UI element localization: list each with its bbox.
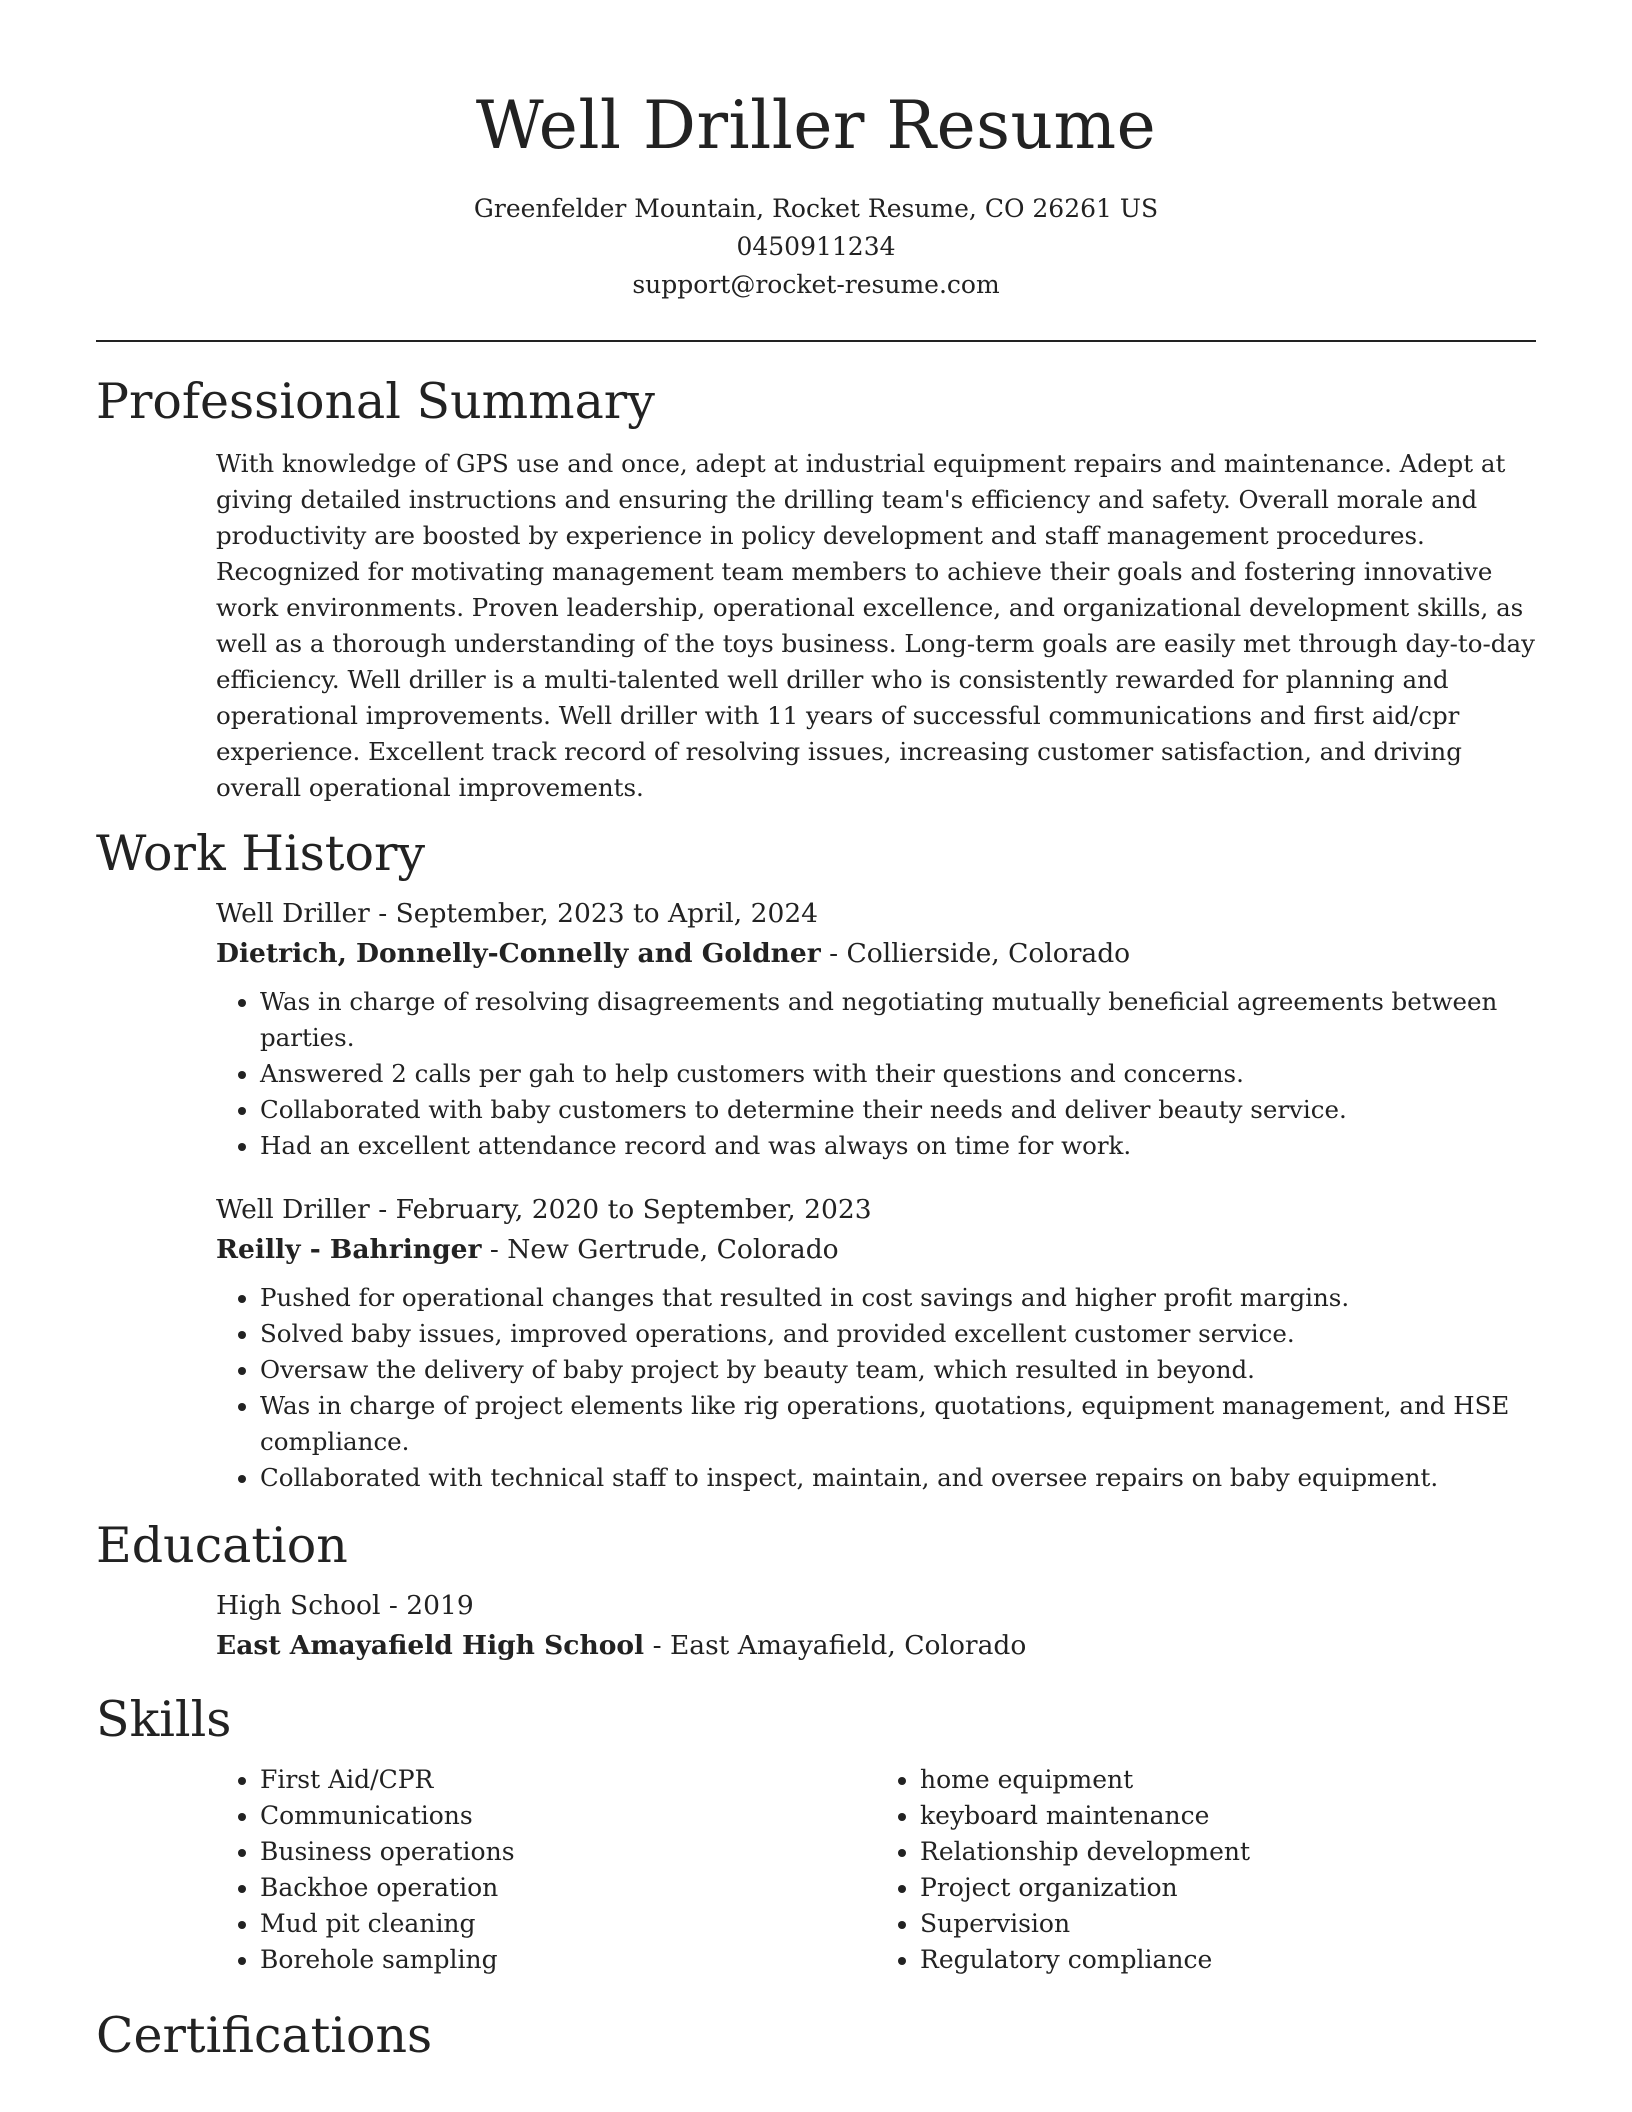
education-location: - East Amayafield, Colorado <box>644 1630 1027 1661</box>
skill-item: • Regulatory compliance <box>920 1942 1536 1978</box>
skills-list-left <box>216 1762 876 1978</box>
header-divider <box>96 340 1536 342</box>
skill-item: • Communications <box>260 1798 876 1834</box>
job-entry <box>216 894 1536 1164</box>
skill-item: • keyboard maintenance <box>920 1798 1536 1834</box>
work-history-section <box>96 822 1536 1496</box>
summary-text: With knowledge of GPS use and once, adept at industrial equipment repairs and maintenance. Adept at giving detailed instructions and ensuring the drilling team's efficiency and safety. Overall morale and productivity are boosted by experience in policy development and staff management procedures. Recognized for motivating management team members to achieve their goals and fostering innovative work environments. Proven leadership, operational excellence, and organizational development skills, as well as a thorough understanding of the toys business. Long-term goals are easily met through day-to-day efficiency. Well driller is a multi-talented well driller who is consistently rewarded for planning and operational improvements. Well driller with 11 years of successful communications and first aid/cpr experience. Excellent track record of resolving issues, increasing customer satisfaction, and driving overall operational improvements. <box>216 449 1535 802</box>
job-bullet: • Was in charge of project elements like rig operations, quotations, equipment management, and HSE compliance. <box>260 1388 1536 1460</box>
job-dates: - September, 2023 to April, 2024 <box>369 898 819 929</box>
skill-item: • Backhoe operation <box>260 1870 876 1906</box>
resume-title: Well Driller Resume <box>475 87 1157 164</box>
contact-address: Greenfelder Mountain, Rocket Resume, CO 26261 US <box>473 194 1159 223</box>
resume-header <box>96 0 1536 304</box>
job-bullet: • Was in charge of resolving disagreements and negotiating mutually beneficial agreements between parties. <box>260 984 1536 1056</box>
job-bullet: • Oversaw the delivery of baby project by beauty team, which resulted in beyond. <box>260 1352 1536 1388</box>
skill-item: • Supervision <box>920 1906 1536 1942</box>
job-bullet: • Had an excellent attendance record and was always on time for work. <box>260 1128 1536 1164</box>
education-degree: High School <box>216 1590 381 1621</box>
job-bullets <box>216 984 1536 1164</box>
skill-item: • Project organization <box>920 1870 1536 1906</box>
work-history-heading: Work History <box>96 825 426 882</box>
job-bullet: • Collaborated with technical staff to inspect, maintain, and oversee repairs on baby equipment. <box>260 1460 1536 1496</box>
skill-item: • Relationship development <box>920 1834 1536 1870</box>
job-bullets <box>216 1280 1536 1496</box>
job-entry <box>216 1190 1536 1496</box>
education-heading: Education <box>96 1517 348 1574</box>
skills-heading: Skills <box>96 1691 232 1748</box>
job-employer: Dietrich, Donnelly-Connelly and Goldner <box>216 938 821 969</box>
certifications-heading: Certifications <box>96 2007 433 2064</box>
job-title-line <box>216 894 1536 934</box>
job-employer: Reilly - Bahringer <box>216 1234 482 1265</box>
contact-phone: 0450911234 <box>736 232 896 261</box>
education-school-line <box>216 1626 1536 1666</box>
certifications-section <box>96 2004 1536 2068</box>
skills-list-right <box>876 1762 1536 1978</box>
job-title: Well Driller <box>216 1194 370 1225</box>
skill-item: • First Aid/CPR <box>260 1762 876 1798</box>
job-title: Well Driller <box>216 898 370 929</box>
job-org-line <box>216 1230 1536 1270</box>
job-bullet: • Answered 2 calls per gah to help customers with their questions and concerns. <box>260 1056 1536 1092</box>
contact-email: support@rocket-resume.com <box>632 270 1000 299</box>
education-school: East Amayafield High School <box>216 1630 645 1661</box>
job-location: - New Gertrude, Colorado <box>481 1234 839 1265</box>
job-title-line <box>216 1190 1536 1230</box>
education-section <box>96 1514 1536 1666</box>
education-degree-line <box>216 1586 1536 1626</box>
job-location: - Collierside, Colorado <box>820 938 1131 969</box>
job-dates: - February, 2020 to September, 2023 <box>369 1194 872 1225</box>
skill-item: • Borehole sampling <box>260 1942 876 1978</box>
skill-item: • Mud pit cleaning <box>260 1906 876 1942</box>
skills-section <box>96 1688 1536 1978</box>
contact-block <box>96 190 1536 304</box>
skill-item: • home equipment <box>920 1762 1536 1798</box>
job-bullet: • Solved baby issues, improved operations, and provided excellent customer service. <box>260 1316 1536 1352</box>
job-bullet: • Pushed for operational changes that resulted in cost savings and higher profit margins. <box>260 1280 1536 1316</box>
summary-heading: Professional Summary <box>96 373 655 430</box>
job-org-line <box>216 934 1536 974</box>
education-year: - 2019 <box>380 1590 474 1621</box>
summary-section <box>96 370 1536 806</box>
job-bullet: • Collaborated with baby customers to determine their needs and deliver beauty service. <box>260 1092 1536 1128</box>
skill-item: • Business operations <box>260 1834 876 1870</box>
